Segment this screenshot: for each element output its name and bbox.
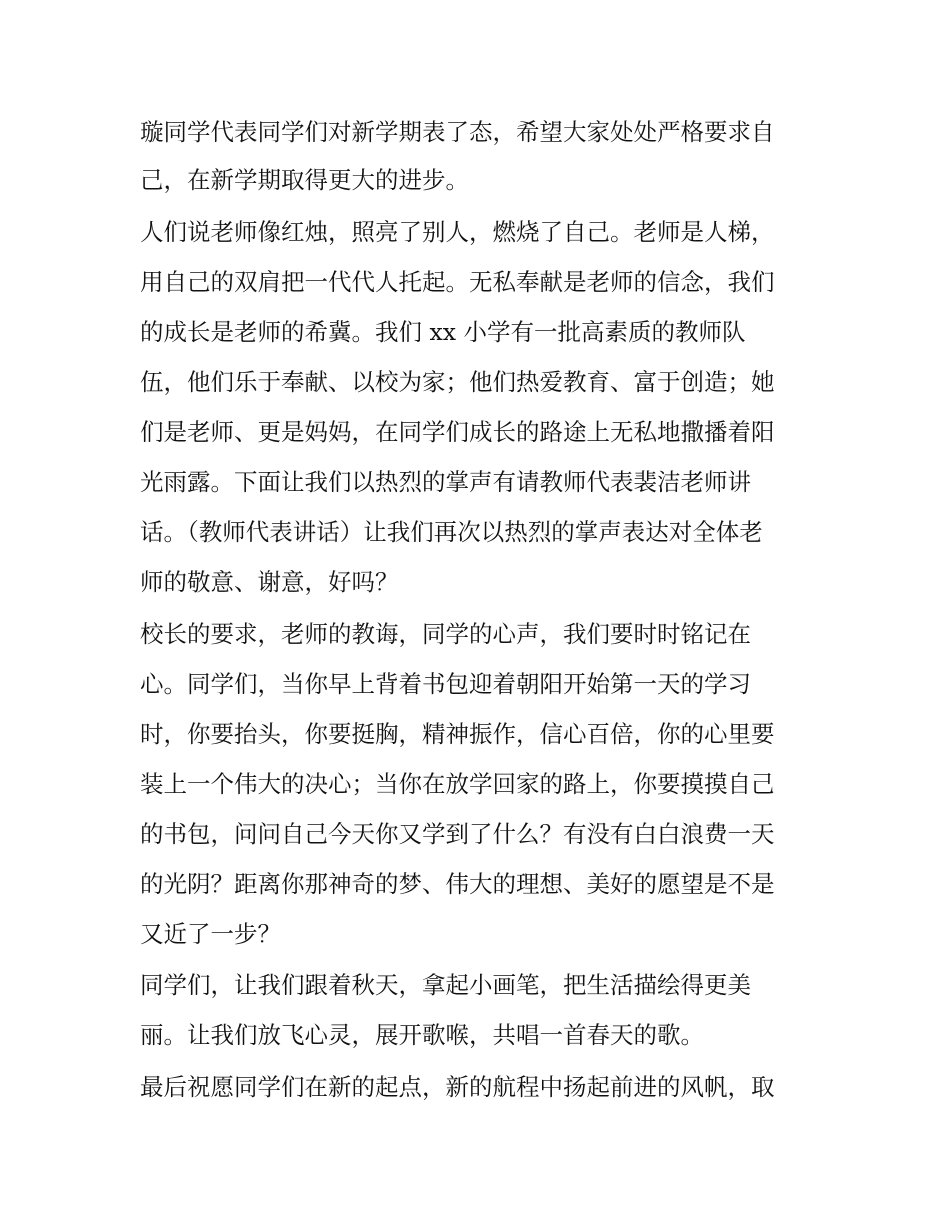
text-line: 伍，他们乐于奉献、以校为家；他们热爱教育、富于创造；她 — [140, 368, 775, 396]
text-line: 璇同学代表同学们对新学期表了态，希望大家处处严格要求自 — [140, 118, 775, 146]
text-line: 最后祝愿同学们在新的起点，新的航程中扬起前进的风帆，取 — [140, 1073, 775, 1101]
text-line: 己，在新学期取得更大的进步。 — [140, 166, 469, 194]
text-line: 们是老师、更是妈妈，在同学们成长的路途上无私地撒播着阳 — [140, 418, 775, 446]
text-line: 时，你要抬头，你要挺胸，精神振作，信心百倍，你的心里要 — [140, 720, 775, 748]
text-line: 同学们，让我们跟着秋天，拿起小画笔，把生活描绘得更美 — [140, 971, 751, 999]
text-line: 又近了一步？ — [140, 920, 281, 948]
text-line: 丽。让我们放飞心灵，展开歌喉，共唱一首春天的歌。 — [140, 1021, 704, 1049]
text-line: 的书包，问问自己今天你又学到了什么？有没有白白浪费一天 — [140, 820, 775, 848]
text-line: 光雨露。下面让我们以热烈的掌声有请教师代表裴洁老师讲 — [140, 468, 751, 496]
text-line: 用自己的双肩把一代代人托起。无私奉献是老师的信念，我们 — [140, 268, 775, 296]
text-line: 的成长是老师的希冀。我们 xx 小学有一批高素质的教师队 — [140, 318, 746, 346]
text-line: 师的敬意、谢意，好吗？ — [140, 568, 399, 596]
text-line: 装上一个伟大的决心；当你在放学回家的路上，你要摸摸自己 — [140, 770, 775, 798]
text-line: 心。同学们，当你早上背着书包迎着朝阳开始第一天的学习 — [140, 670, 751, 698]
text-line: 人们说老师像红烛，照亮了别人，燃烧了自己。老师是人梯， — [140, 218, 775, 246]
text-line: 话。（教师代表讲话）让我们再次以热烈的掌声表达对全体老 — [140, 518, 763, 546]
text-line: 的光阴？距离你那神奇的梦、伟大的理想、美好的愿望是不是 — [140, 870, 775, 898]
text-line: 校长的要求，老师的教诲，同学的心声，我们要时时铭记在 — [140, 620, 751, 648]
